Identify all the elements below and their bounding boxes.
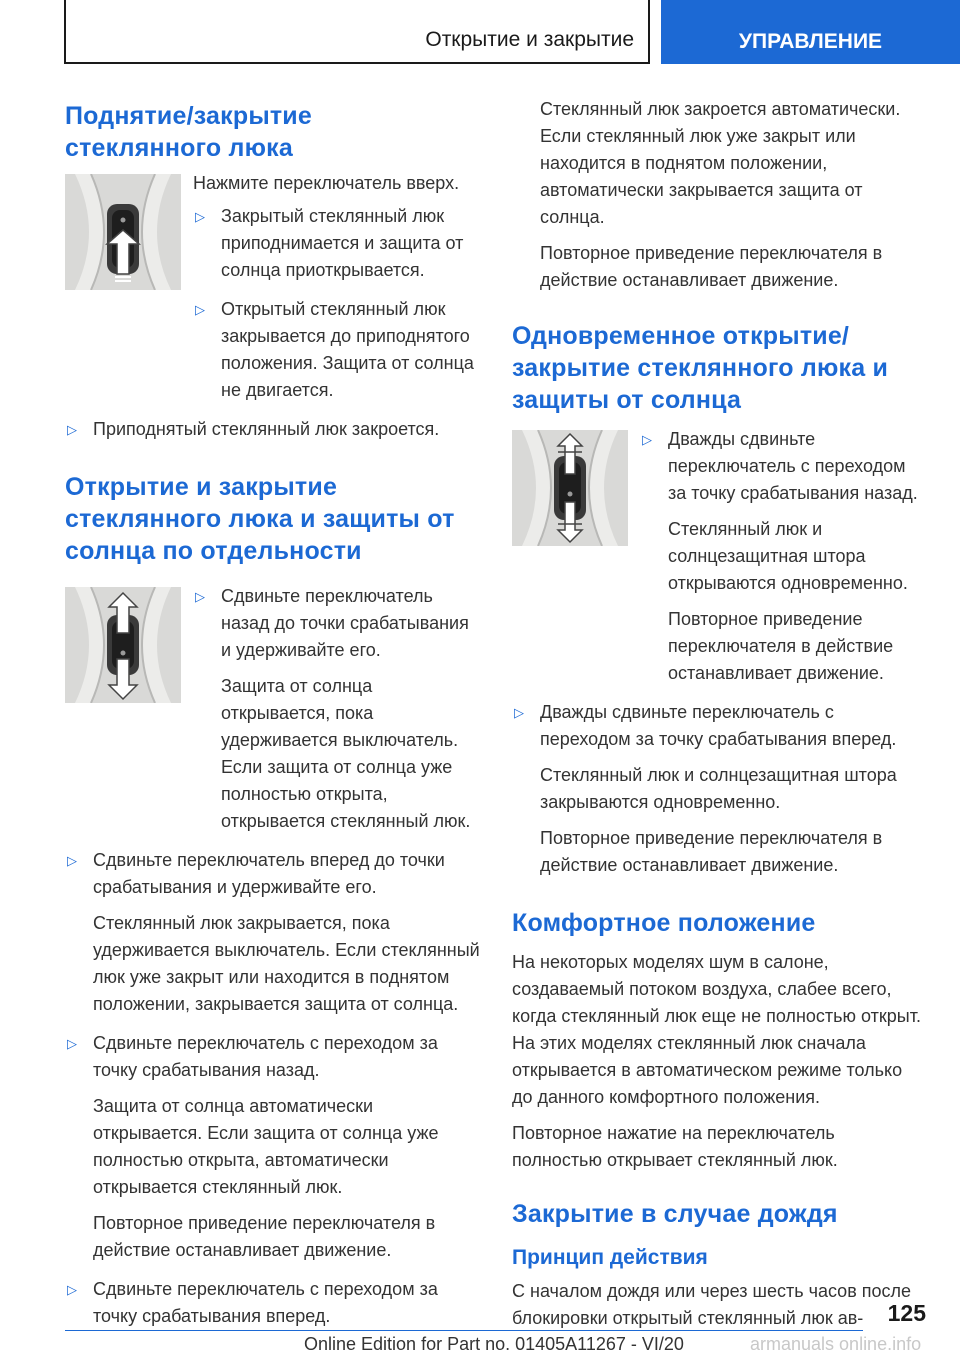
continued-paragraph: Повторное приведение переключателя в действие останавливает движение.: [540, 243, 883, 290]
continued-text: [512, 96, 927, 294]
triangle-right-icon: ▷: [67, 853, 77, 868]
heading-separate: Открытие и закрытие стеклянного люка и защиты от солнца по отдельности: [65, 473, 455, 565]
triangle-right-icon: ▷: [67, 1036, 77, 1051]
triangle-right-icon: ▷: [195, 209, 205, 224]
list-item: [65, 1276, 480, 1330]
list-item-note: Защита от солнца автоматически открывается. Если защита от солнца уже полностью открыта, автоматически открывается стеклянный люк.: [93, 1096, 439, 1197]
list-item: [65, 416, 480, 443]
comfort-paragraph: На некоторых моделях шум в салоне, создаваемый потоком воздуха, слабее всего, когда стеклянный люк еще не полностью открыт. На этих моделях стеклянный люк сначала открывается в автоматическом режиме только до данного комфортного положения.: [512, 952, 921, 1107]
list-item-text: Сдвиньте переключатель с переходом за точку срабатывания вперед.: [93, 1279, 438, 1326]
continued-paragraph: Стеклянный люк закроется автоматически. Если стеклянный люк уже закрыт или находится в поднятом положении, автоматически закрывается защита от солнца.: [540, 99, 901, 227]
simultaneous-block: [512, 430, 927, 687]
list-item-text: Приподнятый стеклянный люк закроется.: [93, 419, 440, 439]
list-item: [65, 847, 480, 1018]
footer-divider: [65, 1330, 863, 1331]
page-number: 125: [887, 1300, 926, 1326]
separate-block: [65, 587, 480, 835]
list-item-text: Дважды сдвиньте переключатель с переходом за точку срабатывания назад.: [668, 429, 918, 503]
list-item-text: Закрытый стеклянный люк приподнимается и защита от солнца приоткрывается.: [221, 206, 464, 280]
triangle-right-icon: ▷: [195, 302, 205, 317]
switch-photo-updown-double: [512, 430, 628, 546]
arrows-up-down-double-icon: [512, 430, 628, 546]
list-item-note: Стеклянный люк и солнцезащитная штора открываются одновременно.: [668, 519, 908, 593]
triangle-right-icon: ▷: [195, 589, 205, 604]
left-column: [65, 100, 480, 1330]
chapter-tab-label: УПРАВЛЕНИЕ: [738, 30, 883, 53]
list-item-note: Повторное приведение переключателя в действие останавливает движение.: [93, 1213, 436, 1260]
raise-close-intro: Нажмите переключатель вверх.: [193, 173, 460, 193]
list-item: [193, 203, 480, 284]
list-item: [640, 426, 927, 687]
chapter-tab: [661, 0, 960, 64]
list-item-note: Повторное приведение переключателя в действие останавливает движение.: [540, 828, 883, 875]
section-title: Открытие и закрытие: [425, 28, 634, 51]
arrow-up-icon: [65, 174, 181, 290]
switch-photo-updown: [65, 587, 181, 703]
list-item-text: Дважды сдвиньте переключатель с переходом за точку срабатывания вперед.: [540, 702, 897, 749]
list-item-note: Защита от солнца открывается, пока удерживается выключатель. Если защита от солнца уже полностью открыта, открывается стеклянный люк.: [221, 676, 471, 831]
heading-comfort: Комфортное положение: [512, 909, 816, 937]
triangle-right-icon: ▷: [67, 422, 77, 437]
triangle-right-icon: ▷: [514, 705, 524, 720]
heading-simultaneous: Одновременное открытие/ закрытие стеклянного люка и защиты от солнца: [512, 322, 889, 414]
list-item: [512, 699, 927, 879]
right-column: [512, 100, 927, 1332]
raise-close-block: [65, 174, 480, 404]
list-item-note: Стеклянный люк закрывается, пока удерживается выключатель. Если стеклянный люк уже закрыт или находится в поднятом положении, закрывается защита от солнца.: [93, 913, 480, 1014]
header-frame: [64, 0, 650, 64]
list-item: [193, 296, 480, 404]
list-item: [65, 1030, 480, 1264]
subheading-principle: Принцип действия: [512, 1246, 708, 1269]
list-item-text: Сдвиньте переключатель с переходом за точку срабатывания назад.: [93, 1033, 438, 1080]
triangle-right-icon: ▷: [642, 432, 652, 447]
list-item-note: Стеклянный люк и солнцезащитная штора закрываются одновременно.: [540, 765, 897, 812]
list-item-text: Открытый стеклянный люк закрывается до приподнятого положения. Защита от солнца не двигается.: [221, 299, 474, 400]
comfort-paragraph: Повторное нажатие на переключатель полностью открывает стеклянный люк.: [512, 1123, 838, 1170]
list-item-text: Сдвиньте переключатель вперед до точки срабатывания и удерживайте его.: [93, 850, 445, 897]
rain-paragraph: С началом дождя или через шесть часов после блокировки открытый стеклянный люк ав-: [512, 1281, 912, 1328]
footer-watermark: armanuals online.info: [750, 1334, 922, 1354]
arrows-up-down-icon: [65, 587, 181, 703]
footer-edition: Online Edition for Part no. 01405A11267 - VI/20: [304, 1334, 684, 1354]
list-item-note: Повторное приведение переключателя в действие останавливает движение.: [668, 609, 894, 683]
list-item-text: Сдвиньте переключатель назад до точки срабатывания и удерживайте его.: [221, 586, 469, 660]
list-item: [193, 583, 480, 835]
heading-rain-close: Закрытие в случае дождя: [512, 1200, 838, 1228]
switch-photo-up: [65, 174, 181, 290]
heading-raise-close: Поднятие/закрытие стеклянного люка: [65, 102, 312, 162]
triangle-right-icon: ▷: [67, 1282, 77, 1297]
